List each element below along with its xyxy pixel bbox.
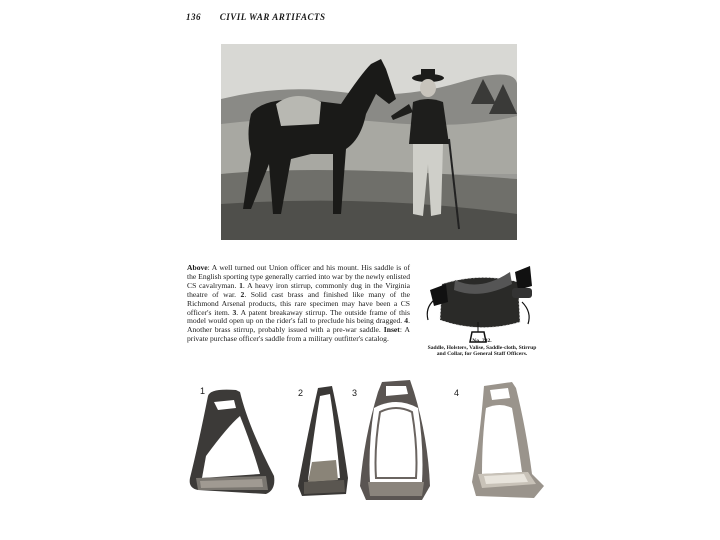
- caption-text-above: : A well turned out Union officer and his mount. His saddle is of the English sporting type generally carried into war by the newly enlisted CS cavalryman.: [187, 263, 410, 290]
- figure-label-3: 3: [352, 388, 358, 398]
- caption-number-4: 4: [404, 316, 409, 326]
- caption-lead-above: Above: [187, 263, 208, 272]
- figure-label-1: 1: [200, 386, 206, 396]
- caption-number-3: 3: [232, 307, 237, 317]
- figure-label-2: 2: [298, 388, 304, 398]
- inset-catalog-number: No. 232.: [472, 338, 492, 344]
- caption-number-1: 1: [239, 280, 243, 290]
- caption-text-3: . A patent breakaway stirrup. The outside frame of this model would open up on the rider's fall to preclude his being dragged.: [187, 307, 410, 326]
- figure-label-4: 4: [454, 388, 460, 398]
- brass-stirrup-icon: [290, 382, 354, 500]
- photo-caption: [187, 264, 410, 344]
- photograph-officer-with-horse: [221, 44, 517, 240]
- caption-lead-inset: Inset: [383, 325, 400, 335]
- page-number: 136: [186, 12, 201, 22]
- inset-caption: [411, 338, 553, 358]
- caption-text-2: . Solid cast brass and finished like many of the Richmond Arsenal products, this rare specimen may have been a CS officer's item.: [187, 289, 410, 317]
- breakaway-stirrup-icon: [356, 378, 436, 504]
- inset-caption-line-2: and Collar, for General Staff Officers.: [436, 351, 528, 358]
- page-header: [186, 12, 325, 22]
- caption-text-1: . A heavy iron stirrup, commonly dug in the Virginia theatre of war.: [187, 280, 410, 299]
- caption-number-2: 2: [240, 289, 245, 299]
- brass-stirrup-prewar-icon: [462, 378, 554, 500]
- inset-caption-line-1: Saddle, Holsters, Valise, Saddle-cloth, Stirrup: [427, 344, 537, 351]
- caption-text-inset: : A private purchase officer's saddle from a military outfitter's catalog.: [187, 325, 410, 344]
- running-title: CIVIL WAR ARTIFACTS: [219, 12, 326, 22]
- caption-text-4: . Another brass stirrup, probably issued with a pre-war saddle.: [187, 316, 410, 335]
- iron-stirrup-icon: [178, 386, 280, 498]
